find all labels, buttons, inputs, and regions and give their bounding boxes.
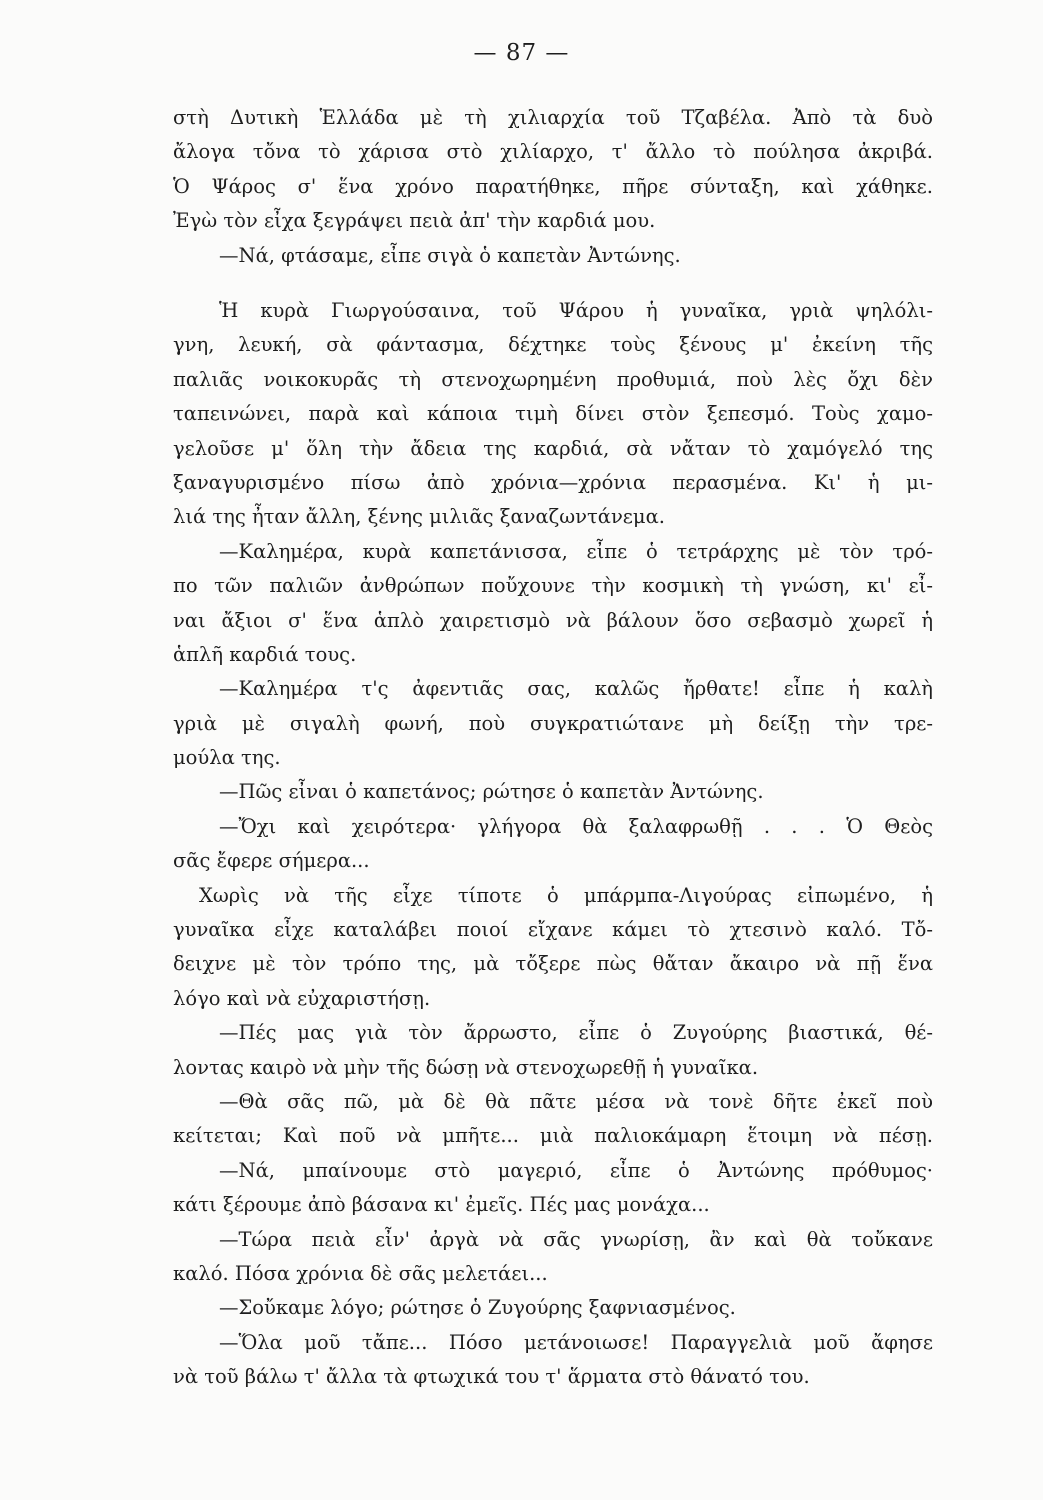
text-line: δειχνε μὲ τὸν τρόπο της, μὰ τὄξερε πὼς θἄταν ἄκαιρο νὰ πῇ ἕνα — [173, 952, 933, 976]
text-line: γνη, λευκή, σὰ φάντασμα, δέχτηκε τοὺς ξένους μ' ἐκείνη τῆς — [173, 333, 933, 357]
text-line: λοντας καιρὸ νὰ μὴν τῆς δώσῃ νὰ στενοχωρεθῇ ἡ γυναῖκα. — [173, 1055, 759, 1079]
text-line: καλό. Πόσα χρόνια δὲ σᾶς μελετάει... — [173, 1261, 548, 1285]
text-line: λιά της ἦταν ἄλλη, ξένης μιλιᾶς ξαναζωντάνεμα. — [173, 505, 665, 529]
text-line: σᾶς ἔφερε σήμερα... — [173, 849, 370, 873]
text-line: πο τῶν παλιῶν ἀνθρώπων ποὔχουνε τὴν κοσμικὴ τὴ γνώση, κι' εἶ- — [173, 574, 933, 598]
text-line: —Πῶς εἶναι ὁ καπετάνος; ρώτησε ὁ καπετὰν Ἀντώνης. — [219, 780, 764, 804]
text-line: γυναῖκα εἶχε καταλάβει ποιοί εἴχανε κάμει τὸ χτεσινὸ καλό. Τὄ- — [173, 918, 933, 942]
text-line: Χωρὶς νὰ τῆς εἶχε τίποτε ὁ μπάρμπα-Λιγούρας εἰπωμένο, ἡ — [199, 883, 933, 907]
text-line: —Τώρα πειὰ εἶν' ἀργὰ νὰ σᾶς γνωρίσῃ, ἂν καὶ θὰ τοὔκανε — [219, 1227, 933, 1251]
text-line: ξαναγυρισμένο πίσω ἀπὸ χρόνια—χρόνια περασμένα. Κι' ἡ μι- — [173, 470, 933, 494]
text-line: κείτεται; Καὶ ποῦ νὰ μπῆτε... μιὰ παλιοκάμαρη ἕτοιμη νὰ πέσῃ. — [173, 1124, 933, 1148]
text-line: ἄλογα τὄνα τὸ χάρισα στὸ χιλίαρχο, τ' ἄλλο τὸ πούλησα ἀκριβά. — [173, 140, 933, 164]
text-line: —Ὄχι καὶ χειρότερα· γλήγορα θὰ ξαλαφρωθῇ . . . Ὁ Θεὸς — [219, 814, 933, 838]
text-line: Ἐγὼ τὸν εἶχα ξεγράψει πειὰ ἀπ' τὴν καρδιά μου. — [173, 209, 656, 233]
text-line: Ἡ κυρὰ Γιωργούσαινα, τοῦ Ψάρου ἡ γυναῖκα, γριὰ ψηλόλι- — [219, 299, 933, 322]
text-line: —Νά, μπαίνουμε στὸ μαγεριό, εἶπε ὁ Ἀντώνης πρόθυμος· — [219, 1158, 933, 1182]
text-line: —Καλημέρα, κυρὰ καπετάνισσα, εἶπε ὁ τετράρχης μὲ τὸν τρό- — [219, 539, 933, 563]
text-line: κάτι ξέρουμε ἀπὸ βάσανα κι' ἐμεῖς. Πές μας μονάχα... — [173, 1193, 710, 1217]
text-line: ναι ἄξιοι σ' ἕνα ἁπλὸ χαιρετισμὸ νὰ βάλουν ὅσο σεβασμὸ χωρεῖ ἡ — [173, 608, 933, 632]
text-line: γελοῦσε μ' ὅλη τὴν ἄδεια της καρδιά, σὰ νἄταν τὸ χαμόγελό της — [173, 436, 933, 460]
text-line: Ὁ Ψάρος σ' ἕνα χρόνο παρατήθηκε, πῆρε σύνταξη, καὶ χάθηκε. — [173, 174, 933, 198]
text-line: ἁπλῆ καρδιά τους. — [173, 642, 357, 666]
text-line: —Σοὔκαμε λόγο; ρώτησε ὁ Ζυγούρης ξαφνιασμένος. — [219, 1296, 736, 1320]
text-line: νὰ τοῦ βάλω τ' ἄλλα τὰ φτωχικά του τ' ἅρματα στὸ θάνατό του. — [173, 1365, 810, 1389]
text-line: —Καλημέρα τ'ς ἀφεντιᾶς σας, καλῶς ἤρθατε! εἶπε ἡ καλὴ — [219, 677, 933, 701]
text-line: παλιᾶς νοικοκυρᾶς τὴ στενοχωρημένη προθυμιά, ποὺ λὲς ὄχι δὲν — [173, 367, 933, 391]
page-number: — 87 — — [473, 40, 570, 66]
text-line: —Ὅλα μοῦ τἄπε... Πόσο μετάνοιωσε! Παραγγελιὰ μοῦ ἄφησε — [219, 1330, 933, 1354]
main-text — [173, 294, 933, 1395]
text-line: —Θὰ σᾶς πῶ, μὰ δὲ θὰ πᾶτε μέσα νὰ τονὲ δῆτε ἐκεῖ ποὺ — [219, 1089, 933, 1113]
text-line: —Πές μας γιὰ τὸν ἄρρωστο, εἶπε ὁ Ζυγούρης βιαστικά, θέ- — [219, 1021, 933, 1045]
text-line: ταπεινώνει, παρὰ καὶ κάποια τιμὴ δίνει στὸν ξεπεσμό. Τοὺς χαμο- — [173, 402, 933, 426]
text-line: γριὰ μὲ σιγαλὴ φωνή, ποὺ συγκρατιώτανε μὴ δείξῃ τὴν τρε- — [173, 711, 933, 735]
text-line: λόγο καὶ νὰ εὐχαριστήσῃ. — [173, 986, 431, 1010]
text-line: στὴ Δυτικὴ Ἑλλάδα μὲ τὴ χιλιαρχία τοῦ Τζαβέλα. Ἀπὸ τὰ δυὸ — [173, 106, 933, 129]
text-line: μούλα της. — [173, 746, 281, 770]
opening-paragraph — [173, 101, 933, 273]
text-line: —Νά, φτάσαμε, εἶπε σιγὰ ὁ καπετὰν Ἀντώνης. — [219, 243, 681, 267]
